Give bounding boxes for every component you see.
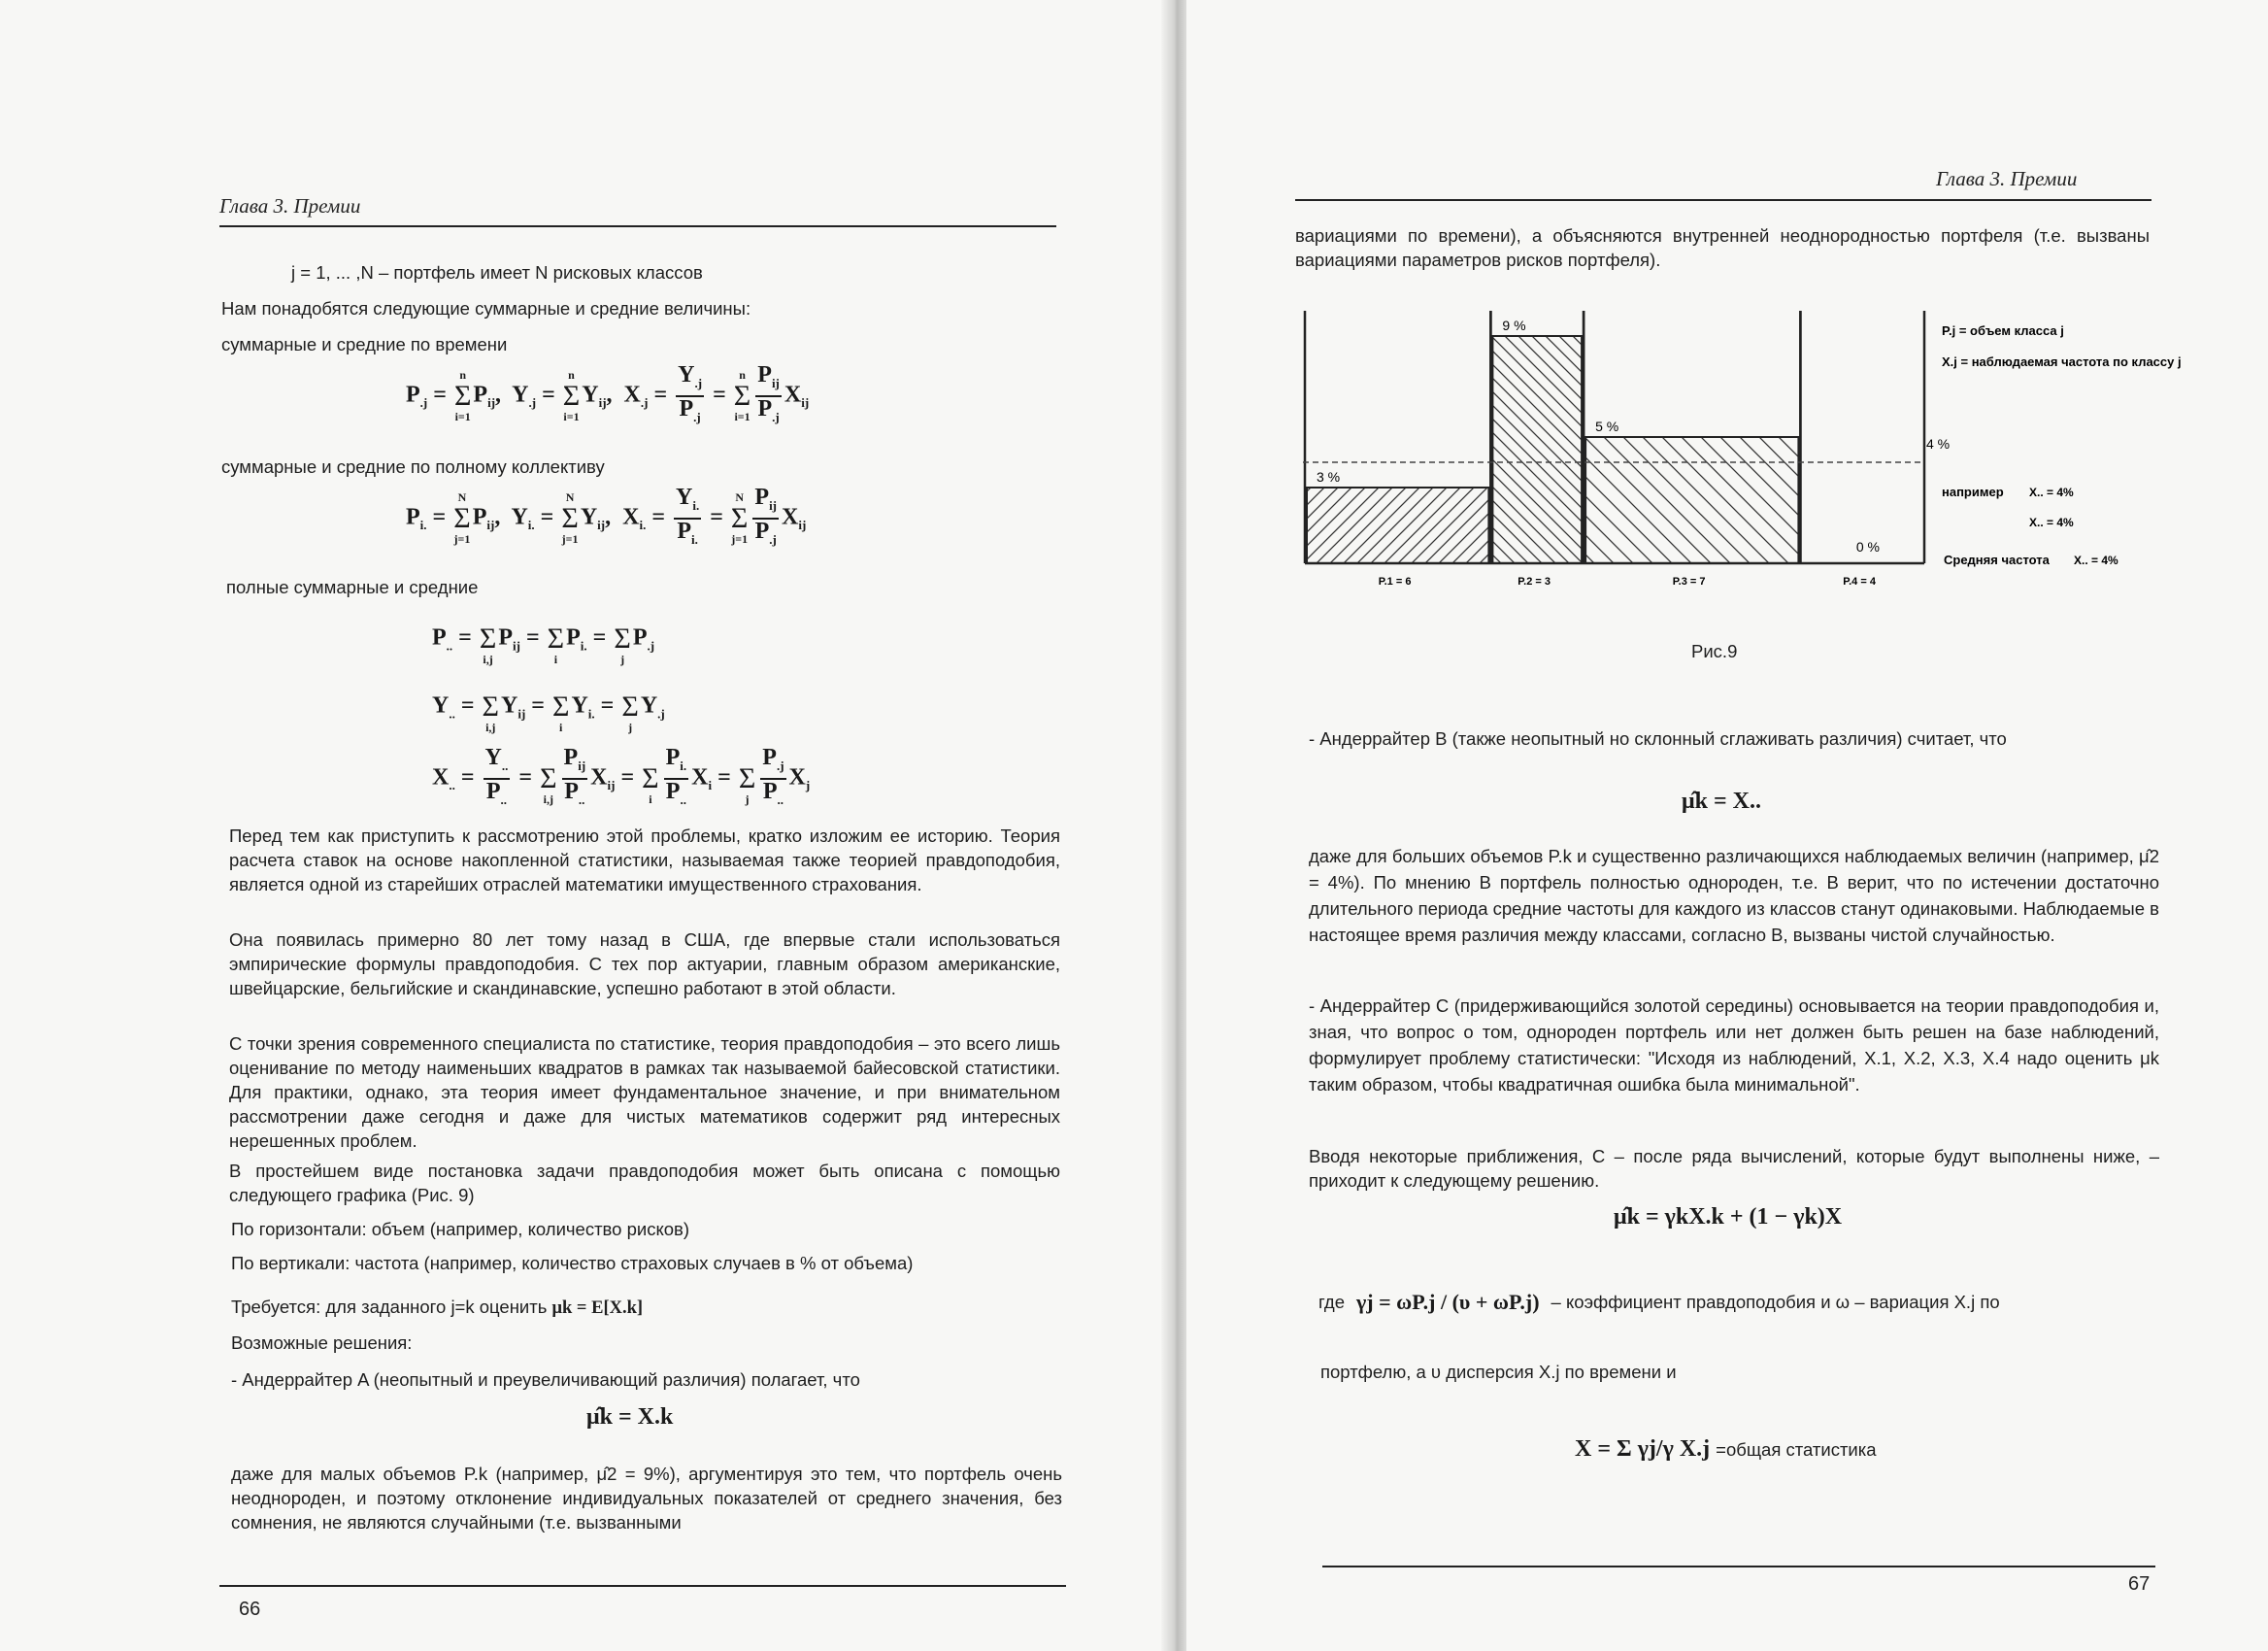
volume-label-3: P.3 = 7 — [1672, 576, 1706, 588]
header-rule — [1295, 199, 2151, 201]
formula-time: $P_{.j}$ = n Σ i=1 $P_{ij}$, $Y_{.j}$ = n Σ i=1 $Y_{ij}$, $X_{.j}$ = $\frac{Y_{.j}}{P_{.j}}$ = n Σ i=1 $\frac{P_{ij}}{P_{.j}}$ $X_{ij}$ — [406, 362, 810, 424]
volume-label-2: P.2 = 3 — [1518, 576, 1551, 588]
footer-rule — [1322, 1566, 2155, 1567]
paragraph-origin: Она появилась примерно 80 лет тому назад в США, где впервые стали использоваться эмпирические формулы правдоподобия. С тех пор актуарии, главным образом американские, швейцарские, бельгийские и скандинавские, успешно работают в этой области. — [229, 929, 1060, 998]
bar-label-3: 5 % — [1595, 419, 1619, 434]
bar-2 — [1492, 336, 1582, 563]
running-head: Глава 3. Премии — [219, 194, 361, 218]
running-head: Глава 3. Премии — [1936, 167, 2078, 190]
underwriter-a: - Андеррайтер A (неопытный и преувеличивающий различия) полагает, что — [231, 1369, 860, 1390]
mean-label: Средняя частота — [1944, 553, 2050, 567]
paragraph-b: даже для больших объемов P.k и существенно различающихся наблюдаемых величин (например, μ̂2 = 4%). По мнению B портфель полностью однороден, т.е. B верит, что по истечении достаточно длительного периода средние частоты для каждого из классов станут одинаковыми. Наблюдаемые в настоящее время различия между классами, согласно B, вызваны чистой случайностью. — [1309, 846, 2159, 945]
formula-collective: $P_{i.}$ = N Σ j=1 $P_{ij}$, $Y_{i.}$ = N Σ j=1 $Y_{ij}$, $X_{i.}$ = $\frac{Y_{i.}}{P_{i.}}$ = N Σ j=1 $\frac{P_{ij}}{P_{.j}}$ $X_{ij}$ — [406, 485, 807, 547]
page-right — [1186, 0, 2268, 1651]
vertical-axis-text: По вертикали: частота (например, количество страховых случаев в % от объема) — [231, 1253, 914, 1273]
page-number: 66 — [239, 1599, 261, 1620]
bar-3 — [1585, 437, 1798, 563]
average-label: 4 % — [1926, 436, 1951, 452]
sums-by-collective: суммарные и средние по полному коллективу — [221, 456, 605, 477]
paragraph-setup: В простейшем виде постановка задачи правдоподобия может быть описана с помощью следующего графика (Рис. 9) — [229, 1161, 1060, 1205]
full-sums: полные суммарные и средние — [226, 577, 479, 597]
bar-label-2: 9 % — [1502, 318, 1526, 333]
sums-by-time: суммарные и средние по времени — [221, 334, 508, 354]
volume-label-4: P.4 = 4 — [1843, 576, 1876, 588]
volume-label-1: P.1 = 6 — [1378, 576, 1412, 588]
paragraph-history: Перед тем как приступить к рассмотрению этой проблемы, кратко изложим ее историю. Теория расчета ставок на основе накопленной статистики, называемая также теорией правдоподобия, является одной из старейших отраслей математики имущественного страхования. — [229, 826, 1060, 894]
example-value-2: X.. = 4% — [2029, 516, 2074, 529]
horizontal-axis-text: По горизонтали: объем (например, количество рисков) — [231, 1219, 690, 1239]
formula-c: μ̂k = γkX.k + (1 − γk)X — [1614, 1204, 1843, 1230]
bar-label-1: 3 % — [1317, 469, 1341, 485]
formula-b: μ̂k = X.. — [1682, 789, 1761, 814]
gamma-definition: где γj = ωP.j / (υ + ωP.j) – коэффициент правдоподобия и ω – вариация X.j по — [1318, 1290, 2000, 1314]
paragraph-c: Вводя некоторые приближения, C – после ряда вычислений, которые будут выполнены ниже, – приходит к следующему решению. — [1309, 1146, 2159, 1191]
paragraph-continuation: вариациями по времени), а объясняются внутренней неоднородностью портфеля (т.е. вызваны вариациями параметров рисков портфеля). — [1295, 225, 2150, 270]
required-text: Требуется: для заданного j=k оценить μk = E[X.k] — [231, 1297, 644, 1318]
formula-full-x: $X_{..}$ = $\frac{Y_{..}}{P_{..}}$ = Σ i,j $\frac{P_{ij}}{P_{..}}$ $X_{ij}$ = Σ i $\frac{P_{i.}}{P_{..}}$ $X_i$ = Σ j $\frac{P_{.j}}{P_{..}}$ $X_j$ — [432, 745, 811, 807]
formula-full-p: $P_{..}$ = Σ i,j $P_{ij}$ = Σ i $P_{i.}$ = Σ j $P_{.j}$ — [432, 623, 655, 666]
paragraph-a: даже для малых объемов P.k (например, μ̂2 = 9%), аргументируя это тем, что портфель очень неоднороден, и поэтому отклонение индивидуальных показателей от среднего значения, без сомнения, не являются случайными (т.е. вызванными — [231, 1464, 1062, 1533]
underwriter-b: - Андеррайтер B (также неопытный но склонный сглаживать различия) считает, что — [1309, 728, 2007, 749]
paragraph-modern-view: С точки зрения современного специалиста по статистике, теория правдоподобия – это всего лишь оценивание по методу наименьших квадратов в рамках так называемой байесовской статистики. Для практики, однако, эта теория имеет фундаментальное значение, и при внимательном рассмотрении даже сегодня и даже для чистых математиков содержит ряд интересных нерешенных проблем. — [229, 1033, 1060, 1151]
bar-1 — [1307, 488, 1488, 563]
mean-value: X.. = 4% — [2074, 554, 2118, 567]
figure-9 — [1293, 301, 2182, 602]
variance-line: портфелю, а υ дисперсия X.j по времени и — [1320, 1362, 1677, 1382]
formula-a: μ̂k = X.k — [586, 1404, 674, 1430]
page-number: 67 — [2128, 1573, 2151, 1595]
need-sums: Нам понадобятся следующие суммарные и средние величины: — [221, 298, 751, 319]
header-rule — [219, 225, 1056, 227]
line-classes: j = 1, ... ,N – портфель имеет N рисковых классов — [291, 262, 703, 283]
footer-rule — [219, 1585, 1066, 1587]
formula-x: X = Σ γj/γ X.j — [1575, 1436, 1711, 1462]
total-statistic: X = Σ γj/γ X.j =общая статистика — [1575, 1436, 1877, 1462]
bar-label-4: 0 % — [1855, 539, 1880, 555]
example-value-1: X.. = 4% — [2029, 486, 2074, 499]
underwriter-c: - Андеррайтер C (придерживающийся золотой середины) основывается на теории правдоподобия и, зная, что вопрос о том, однороден портфель или нет должен быть решен на базе наблюдений, формулирует проблему статистически: "Исходя из наблюдений, X.1, X.2, X.3, X.4 надо оценить μk таким образом, чтобы квадратичная ошибка была минимальной". — [1309, 995, 2159, 1095]
formula-full-y: $Y_{..}$ = Σ i,j $Y_{ij}$ = Σ i $Y_{i.}$ = Σ j $Y_{.j}$ — [432, 691, 665, 734]
legend-frequency: X.j = наблюдаемая частота по классу j — [1942, 354, 2182, 369]
gamma-formula: γj = ωP.j / (υ + ωP.j) — [1356, 1290, 1540, 1314]
legend-volume: P.j = объем класса j — [1942, 323, 2064, 338]
figure-caption: Рис.9 — [1691, 641, 1738, 661]
possible-solutions: Возможные решения: — [231, 1332, 413, 1353]
example-label: например — [1942, 485, 2004, 499]
